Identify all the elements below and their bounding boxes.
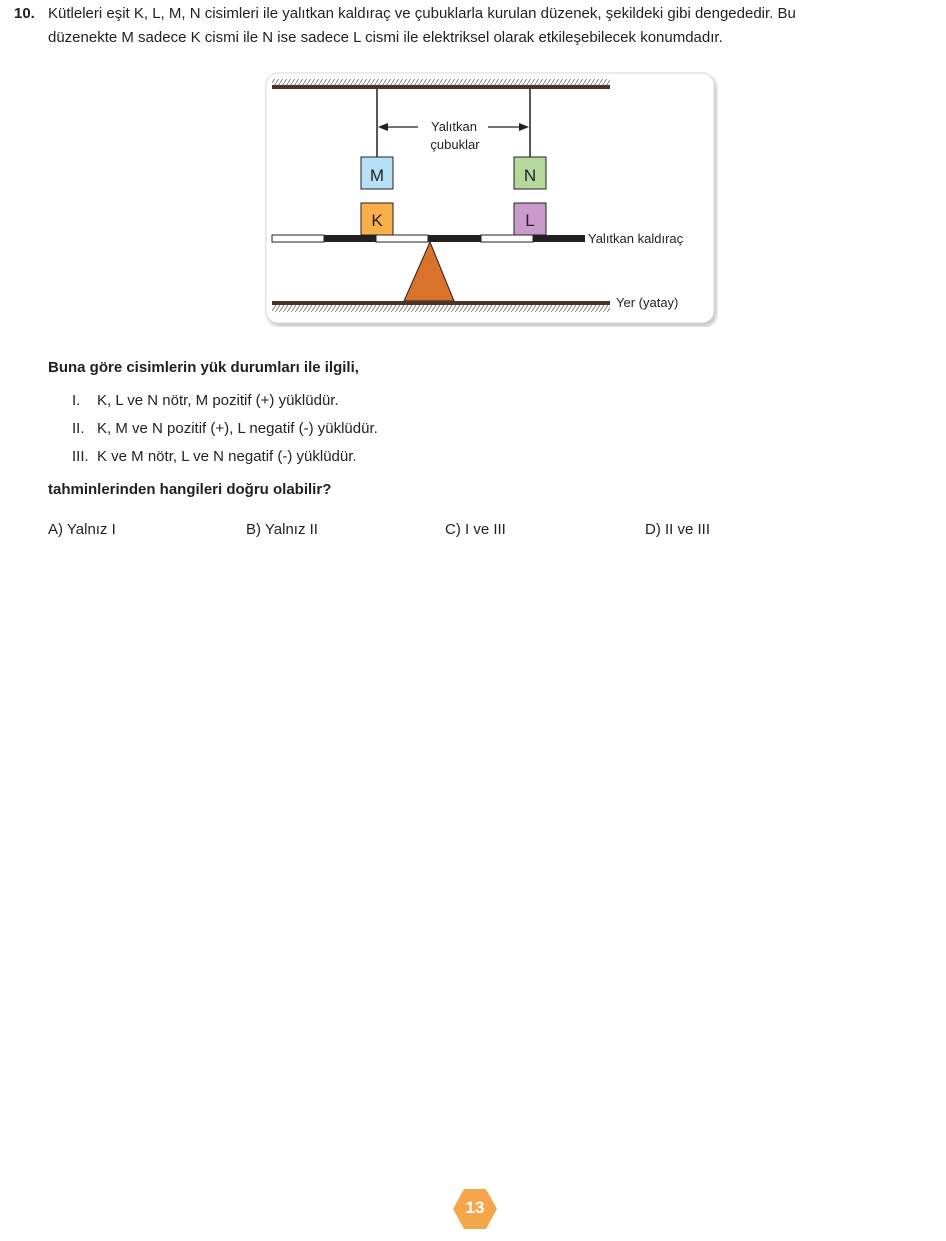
figure-frame	[266, 73, 714, 323]
lever	[272, 235, 585, 242]
statement-2-number: II.	[72, 420, 85, 437]
body-m-label: M	[369, 166, 385, 185]
ground-hatch	[272, 305, 610, 312]
option-a[interactable]: A) Yalnız I	[48, 521, 116, 538]
body-k-label: K	[371, 211, 383, 230]
question-text-line-1: Kütleleri eşit K, L, M, N cisimleri ile yalıtkan kaldıraç ve çubuklarla kurulan düzenek, şekildeki gibi dengededir. Bu	[48, 5, 796, 22]
body-n-label: N	[523, 166, 537, 185]
rod-label-2: çubuklar	[430, 137, 480, 152]
statement-3-text: K ve M nötr, L ve N negatif (-) yüklüdür.	[97, 448, 357, 465]
question-number: 10.	[14, 5, 35, 22]
ceiling-hatch	[272, 79, 610, 86]
page-number: 13	[465, 1198, 485, 1217]
statement-1-number: I.	[72, 392, 81, 409]
prompt-question: tahminlerinden hangileri doğru olabilir?	[48, 481, 332, 498]
prompt-intro: Buna göre cisimlerin yük durumları ile ilgili,	[48, 359, 359, 376]
body-l-label: L	[525, 211, 535, 230]
option-d[interactable]: D) II ve III	[645, 521, 711, 538]
option-b[interactable]: B) Yalnız II	[246, 521, 318, 538]
option-c[interactable]: C) I ve III	[445, 521, 506, 538]
lever-diagram	[264, 71, 718, 327]
rod-label-1: Yalıtkan	[430, 119, 478, 134]
statement-2-text: K, M ve N pozitif (+), L negatif (-) yüklüdür.	[97, 420, 378, 437]
ground	[272, 301, 610, 305]
question-text-line-2: düzenekte M sadece K cismi ile N ise sadece L cismi ile elektriksel olarak etkileşebilecek konumdadır.	[48, 29, 723, 46]
statement-1-text: K, L ve N nötr, M pozitif (+) yüklüdür.	[97, 392, 339, 409]
statement-3-number: III.	[72, 448, 89, 465]
ground-label: Yer (yatay)	[616, 295, 679, 310]
lever-label: Yalıtkan kaldıraç	[588, 231, 684, 246]
ceiling	[272, 85, 610, 89]
